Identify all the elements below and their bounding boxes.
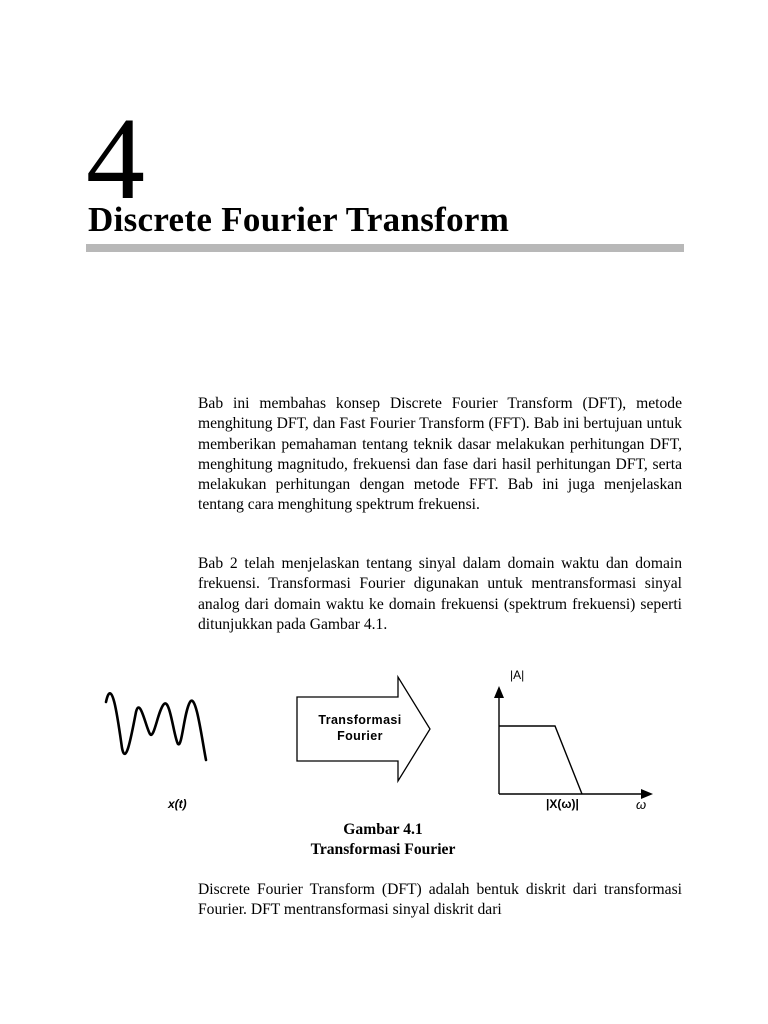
figure-caption-title: Transformasi Fourier	[310, 841, 456, 858]
body-paragraph: Bab 2 telah menjelaskan tentang sinyal dalam domain waktu dan domain frekuensi. Transformasi Fourier digunakan untuk mentransformasi sinyal analog dari domain waktu ke domain frekuensi (spektrum frekuensi) seperti ditunjukkan pada Gambar 4.1.	[198, 555, 682, 633]
intro-paragraph: Bab ini membahas konsep Discrete Fourier Transform (DFT), metode menghitung DFT, dan Fast Fourier Transform (FFT). Bab ini bertujuan untuk memberikan pemahaman tentang teknik dasar melakukan perhitungan DFT, menghitung magnitudo, frekuensi dan fase dari hasil perhitungan DFT, serta melakukan perhitungan dengan metode FFT. Bab ini juga menjelaskan tentang cara menghitung spektrum frekuensi.	[198, 395, 682, 514]
transform-box-label	[300, 712, 420, 744]
figure-caption-number: Gambar 4.1	[343, 821, 423, 838]
transform-box-line1: Transformasi	[318, 713, 402, 727]
dft-paragraph: Discrete Fourier Transform (DFT) adalah bentuk diskrit dari transformasi Fourier. DFT mentransformasi sinyal diskrit dari	[198, 881, 682, 919]
amplitude-label: |A|	[510, 668, 525, 682]
chapter-number: 4	[86, 93, 145, 224]
y-axis-arrowhead	[494, 686, 504, 698]
transform-box-line2: Fourier	[337, 729, 383, 743]
title-rule	[86, 244, 684, 252]
time-signal-wave	[106, 693, 206, 760]
spectrum-label: |X(ω)|	[546, 797, 579, 811]
signal-label: x(t)	[168, 797, 187, 811]
spectrum-curve	[499, 726, 582, 794]
omega-label: ω	[636, 797, 647, 812]
chapter-title: Discrete Fourier Transform	[88, 200, 510, 239]
